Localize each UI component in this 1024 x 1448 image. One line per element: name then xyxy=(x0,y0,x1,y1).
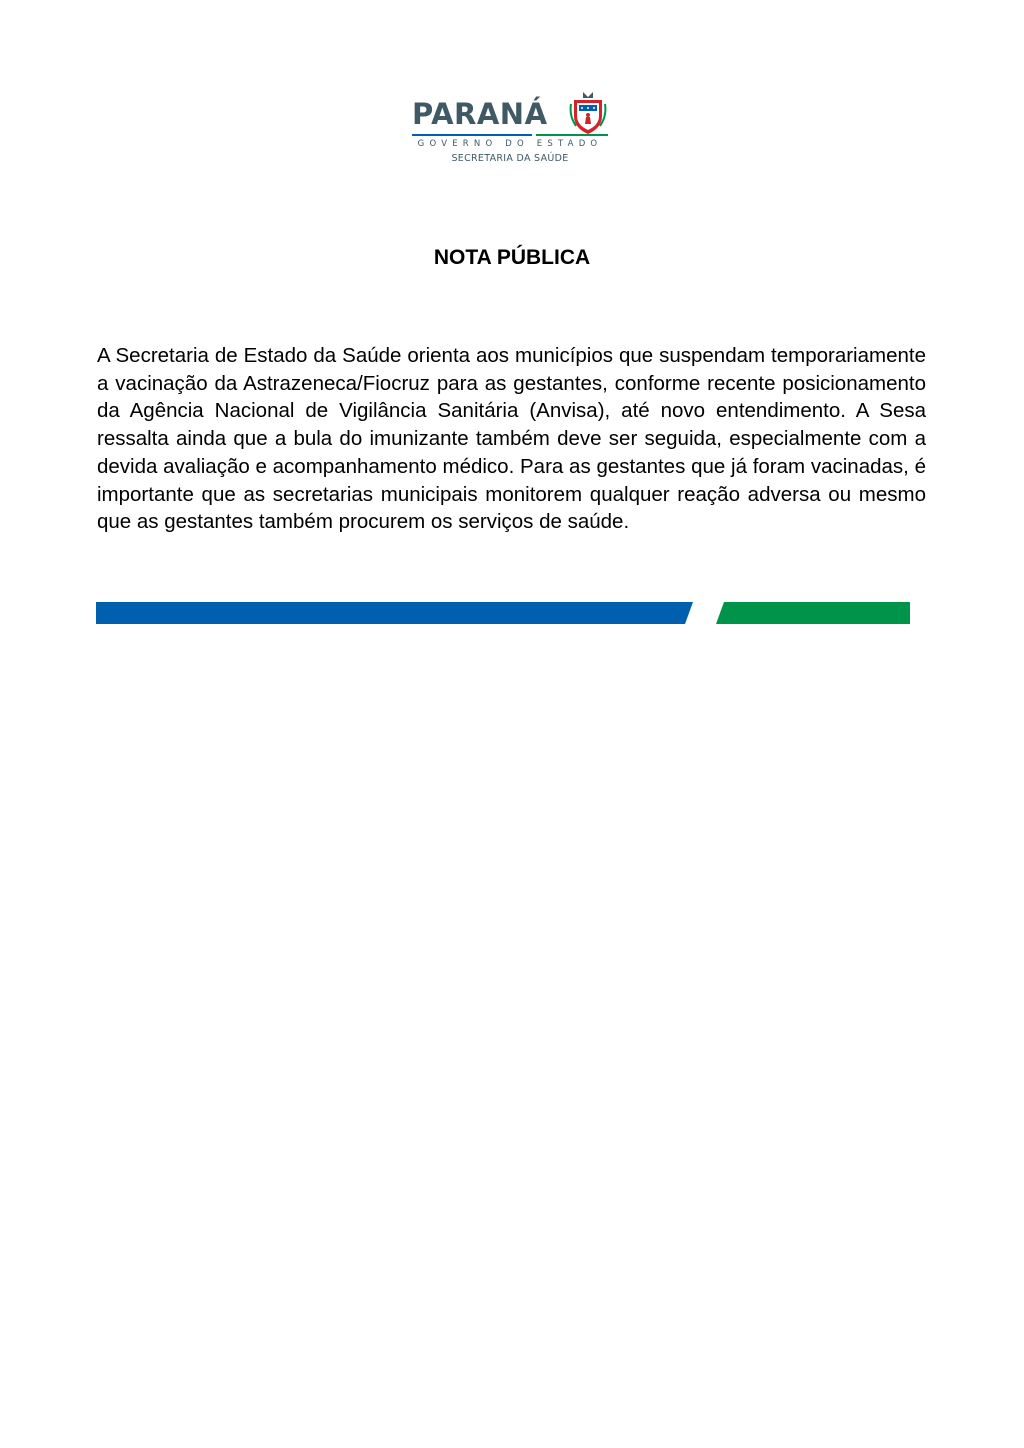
parana-logo xyxy=(410,88,610,168)
department-line: SECRETARIA DA SAÚDE xyxy=(451,153,569,164)
green-bar xyxy=(716,602,910,624)
document-title: NOTA PÚBLICA xyxy=(433,246,591,269)
document-body: A Secretaria de Estado da Saúde orienta aos municípios que suspendam temporariamente a vacinação da Astrazeneca/Fiocruz para as gestantes, conforme recente posicionamento da Agência Nacional de Vigilância Sanitária (Anvisa), até novo entendimento. A Sesa ressalta ainda que a bula do imunizante também deve ser seguida, especialmente com a devida avaliação e acompanhamento médico. Para as gestantes que já foram vacinadas, é importante que as secretarias municipais monitorem qualquer reação adversa ou mesmo que as gestantes também procurem os serviços de saúde. xyxy=(97,344,926,534)
footer-color-bars xyxy=(96,602,912,624)
logo-wordmark: PARANÁ xyxy=(412,97,548,131)
blue-bar xyxy=(96,602,693,624)
state-coat-of-arms-icon xyxy=(568,90,608,136)
logo-color-rule xyxy=(412,134,608,136)
government-line: GOVERNO DO ESTADO xyxy=(417,139,603,149)
